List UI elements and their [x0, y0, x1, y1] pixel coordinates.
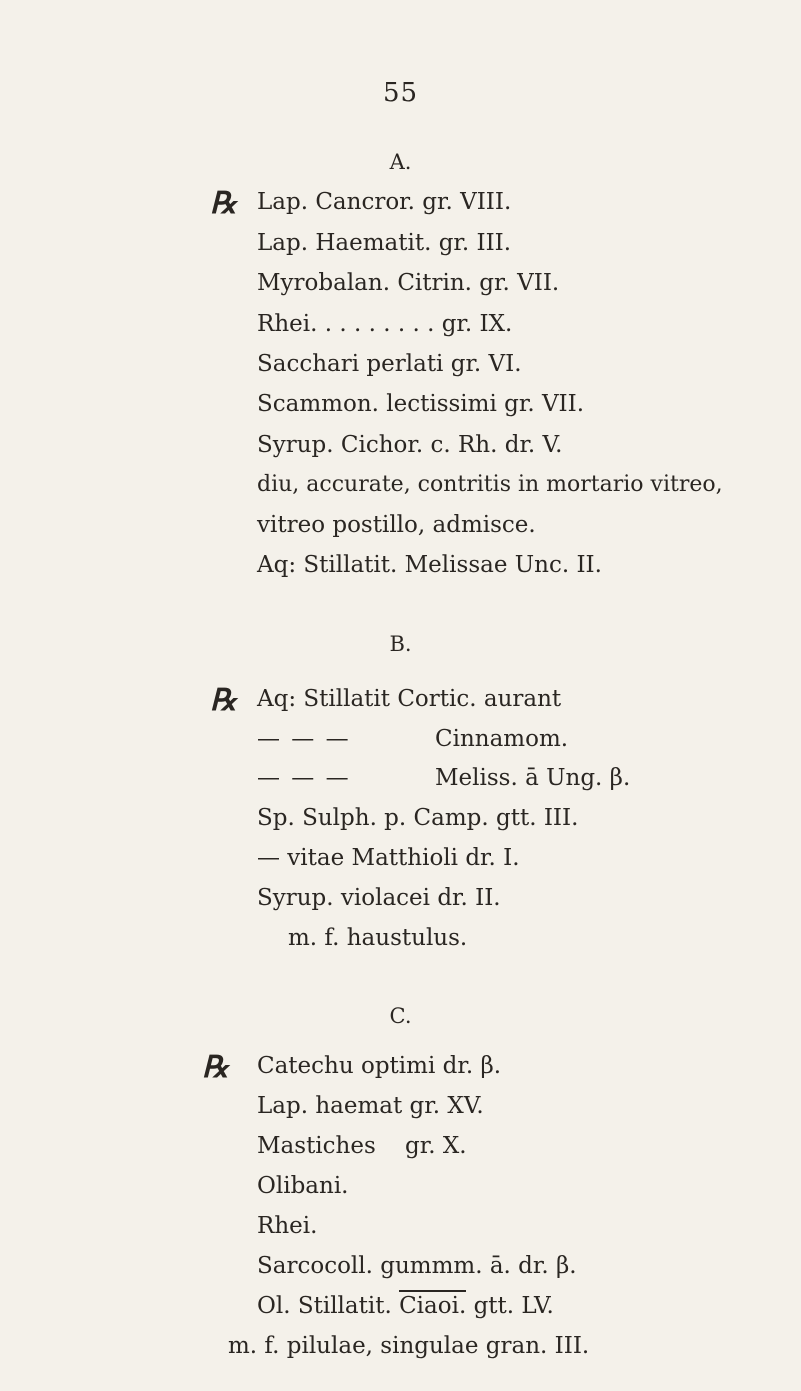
recipe-a-line-3: Myrobalan. Citrin. gr. VII.	[257, 270, 560, 296]
recipe-b-line-1: Aq: Stillatit Cortic. aurant	[257, 686, 562, 712]
ditto-dashes-1: — — —	[257, 726, 351, 752]
recipe-c-line-7	[257, 1295, 554, 1318]
recipe-a-line-4: Rhei. . . . . . . . . gr. IX.	[257, 311, 513, 337]
section-b-heading: B.	[389, 632, 412, 656]
recipe-c-line-2: Lap. haemat gr. XV.	[257, 1093, 484, 1119]
recipe-c-line-1: Catechu optimi dr. β.	[257, 1053, 502, 1079]
rx-symbol-b: ℞	[210, 683, 237, 718]
recipe-c-line-6: Sarcocoll. gummm. ā. dr. β.	[257, 1253, 577, 1279]
section-a-heading: A.	[389, 150, 412, 174]
recipe-c-line-3: Mastiches gr. X.	[257, 1133, 467, 1159]
recipe-a-line-6: Scammon. lectissimi gr. VII.	[257, 391, 585, 417]
recipe-c-line-4: Olibani.	[257, 1173, 349, 1199]
oil-suffix: gtt. LV.	[473, 1293, 554, 1319]
recipe-c-line-8: m. f. pilulae, singulae gran. III.	[228, 1333, 590, 1359]
recipe-a-line-2: Lap. Haematit. gr. III.	[257, 230, 512, 256]
recipe-b-line-6: Syrup. violacei dr. II.	[257, 885, 501, 911]
rx-symbol-c: ℞	[202, 1050, 229, 1085]
section-c-heading: C.	[389, 1004, 412, 1028]
page-number: 55	[382, 78, 419, 108]
recipe-b-line-5: — vitae Matthioli dr. I.	[257, 845, 520, 871]
recipe-a-line-7: Syrup. Cichor. c. Rh. dr. V.	[257, 432, 563, 458]
recipe-b-line-3: Meliss. ā Ung. β.	[435, 765, 631, 791]
ditto-dashes-2: — — —	[257, 765, 351, 791]
recipe-c-line-5: Rhei.	[257, 1213, 318, 1239]
oil-name: Ciaoi.	[399, 1290, 466, 1319]
recipe-b-line-7: m. f. haustulus.	[288, 925, 468, 951]
recipe-a-line-1: Lap. Cancror. gr. VIII.	[257, 189, 512, 215]
recipe-b-line-4: Sp. Sulph. p. Camp. gtt. III.	[257, 805, 579, 831]
recipe-a-line-8: diu, accurate, contritis in mortario vitreo,	[257, 472, 723, 497]
recipe-a-line-10: Aq: Stillatit. Melissae Unc. II.	[257, 552, 602, 578]
rx-symbol-a: ℞	[210, 186, 237, 221]
oil-prefix: Ol. Stillatit.	[257, 1293, 392, 1319]
recipe-b-line-2: Cinnamom.	[435, 726, 569, 752]
recipe-a-line-9: vitreo postillo, admisce.	[257, 512, 536, 538]
recipe-a-line-5: Sacchari perlati gr. VI.	[257, 351, 522, 377]
